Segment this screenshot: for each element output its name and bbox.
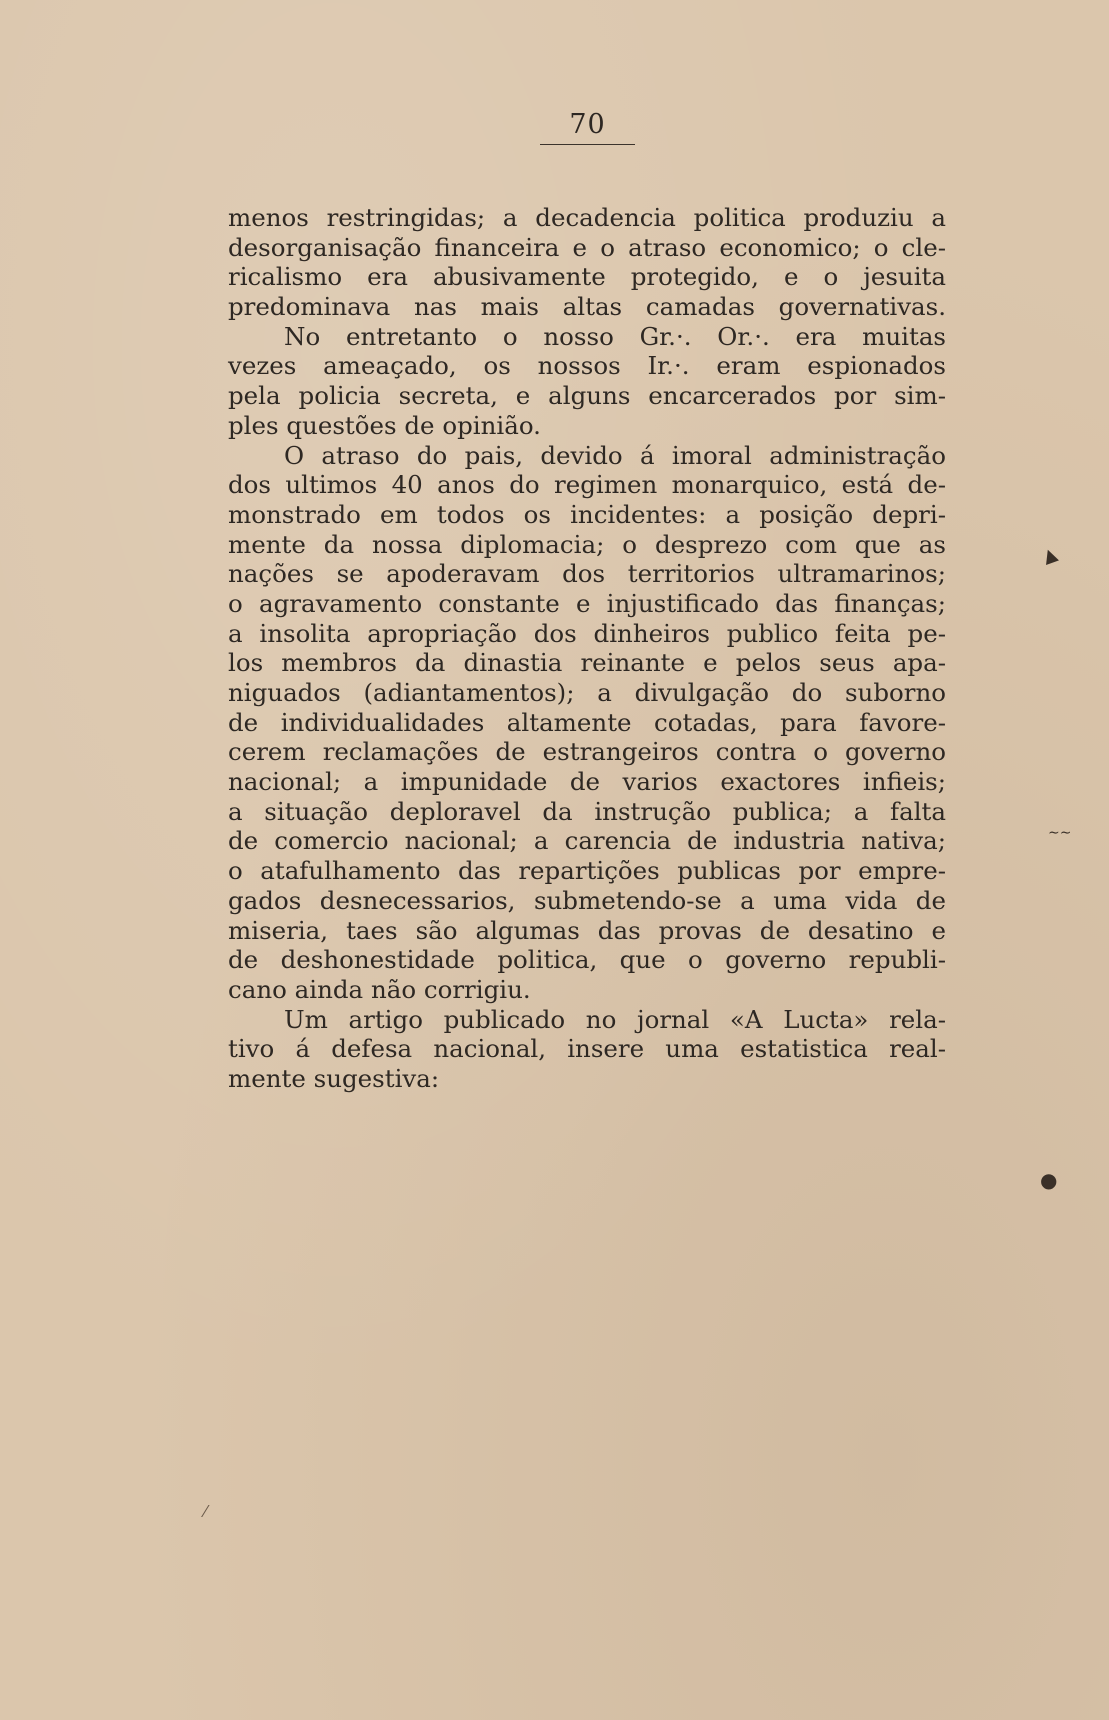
text-line: vezes ameaçado, os nossos Ir.·. eram espionados: [228, 351, 946, 381]
text-line: dos ultimos 40 anos do regimen monarquico, está de-: [228, 470, 946, 500]
text-line: mente da nossa diplomacia; o desprezo com que as: [228, 529, 946, 559]
page-number: 70: [540, 110, 635, 145]
text-line: monstrado em todos os incidentes: a posição depri-: [228, 499, 946, 529]
text-line: gados desnecessarios, submetendo-se a uma vida de: [228, 885, 946, 915]
text-line: mente sugestiva:: [228, 1063, 440, 1093]
text-line: a situação deploravel da instrução publica; a falta: [228, 796, 946, 826]
text-line: Um artigo publicado no jornal «A Lucta» rela-: [284, 1004, 946, 1034]
text-line: No entretanto o nosso Gr.·. Or.·. era muitas: [284, 321, 946, 351]
text-line: predominava nas mais altas camadas governativas.: [228, 292, 946, 322]
text-line: ricalismo era abusivamente protegido, e o jesuita: [228, 262, 946, 292]
text-line: niguados (adiantamentos); a divulgação do suborno: [228, 678, 946, 707]
text-line: tivo á defesa nacional, insere uma estatistica real-: [228, 1034, 946, 1064]
text-line: a insolita apropriação dos dinheiros publico feita pe-: [228, 618, 946, 648]
text-line: ples questões de opinião.: [228, 410, 541, 440]
text-line: nacional; a impunidade de varios exactores infieis;: [228, 767, 946, 797]
ink-blot-icon: ●: [1040, 1168, 1058, 1192]
text-line: miseria, taes são algumas das provas de desatino e: [228, 915, 946, 945]
ink-blot-icon: ▲: [1039, 543, 1061, 568]
text-line: los membros da dinastia reinante e pelos seus apa-: [228, 648, 946, 678]
text-line: O atraso do pais, devido á imoral administração: [284, 440, 946, 470]
text-line: pela policia secreta, e alguns encarcerados por sim-: [228, 381, 946, 411]
text-line: o agravamento constante e injustificado das finanças;: [228, 588, 946, 618]
text-line: o atafulhamento das repartições publicas por empre-: [228, 856, 946, 886]
text-line: cano ainda não corrigiu.: [228, 974, 531, 1004]
text-line: cerem reclamações de estrangeiros contra o governo: [228, 737, 946, 767]
text-line: menos restringidas; a decadencia politica produziu a: [228, 203, 946, 232]
text-line: nações se apoderavam dos territorios ultramarinos;: [228, 559, 946, 589]
body-text: [228, 203, 946, 1094]
text-line: de individualidades altamente cotadas, para favore-: [228, 707, 946, 737]
text-line: de deshonestidade politica, que o governo republi-: [228, 945, 946, 975]
pencil-mark-icon: ⁄: [204, 1502, 207, 1521]
text-line: desorganisação financeira e o atraso economico; o cle-: [228, 232, 946, 262]
text-line: de comercio nacional; a carencia de industria nativa;: [228, 826, 946, 856]
ink-stroke-icon: ∼∼: [1048, 825, 1072, 841]
